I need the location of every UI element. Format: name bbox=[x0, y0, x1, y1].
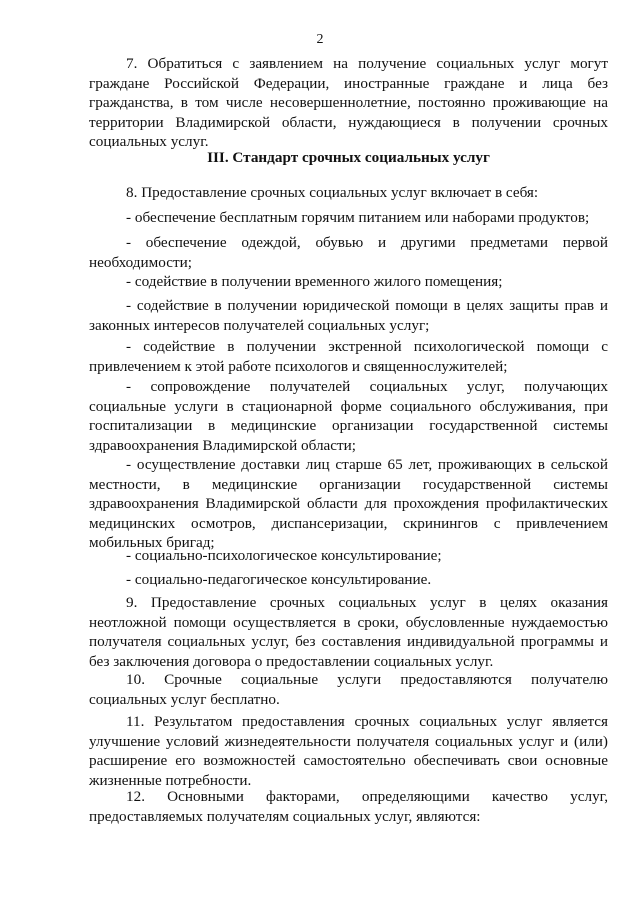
list-item: - обеспечение бесплатным горячим питанием или наборами продуктов; bbox=[126, 209, 590, 226]
paragraph-12: 12. Основными факторами, определяющими качество услуг, предоставляемых получателям социальных услуг, являются: bbox=[89, 788, 608, 825]
paragraph-9: 9. Предоставление срочных социальных услуг в целях оказания неотложной помощи осуществляется в сроки, обусловленные нуждаемостью получателя социальных услуг, без составления индивидуальной программы и без заключения договора о предоставлении социальных услуг. bbox=[89, 594, 608, 670]
paragraph-7: 7. Обратиться с заявлением на получение социальных услуг могут граждане Российской Федерации, иностранные граждане и лица без гражданства, в том числе несовершеннолетние, постоянно проживающие на территории Владимирской области, нуждающиеся в получении срочных социальных услуг. bbox=[89, 55, 608, 150]
list-item: - осуществление доставки лиц старше 65 лет, проживающих в сельской местности, в медицинские организации государственной системы здравоохранения Владимирской области для прохождения профилактических медицинских осмотров, диспансеризации, скринингов с привлечением мобильных бригад; bbox=[89, 456, 608, 551]
paragraph-10: 10. Срочные социальные услуги предоставляются получателю социальных услуг бесплатно. bbox=[89, 671, 608, 708]
list-item: - социально-педагогическое консультирование. bbox=[126, 571, 432, 588]
list-item: - содействие в получении юридической помощи в целях защиты прав и законных интересов получателей социальных услуг; bbox=[89, 297, 608, 334]
list-item: - обеспечение одеждой, обувью и другими предметами первой необходимости; bbox=[89, 234, 608, 271]
list-item: - содействие в получении временного жилого помещения; bbox=[126, 273, 503, 290]
list-item: - содействие в получении экстренной психологической помощи с привлечением к этой работе психологов и священнослужителей; bbox=[89, 338, 608, 375]
paragraph-11: 11. Результатом предоставления срочных социальных услуг является улучшение условий жизнедеятельности получателя социальных услуг и (или) расширение его возможностей самостоятельно обеспечивать свои основные жизненные потребности. bbox=[89, 713, 608, 789]
page-number: 2 bbox=[316, 32, 324, 47]
list-item: - социально-психологическое консультирование; bbox=[126, 547, 442, 564]
section-heading: III. Стандарт срочных социальных услуг bbox=[207, 149, 490, 166]
paragraph-8: 8. Предоставление срочных социальных услуг включает в себя: bbox=[126, 184, 539, 201]
list-item: - сопровождение получателей социальных услуг, получающих социальные услуги в стационарной форме социального обслуживания, при госпитализации в медицинские организации государственной системы здравоохранения Владимирской области; bbox=[89, 378, 608, 454]
